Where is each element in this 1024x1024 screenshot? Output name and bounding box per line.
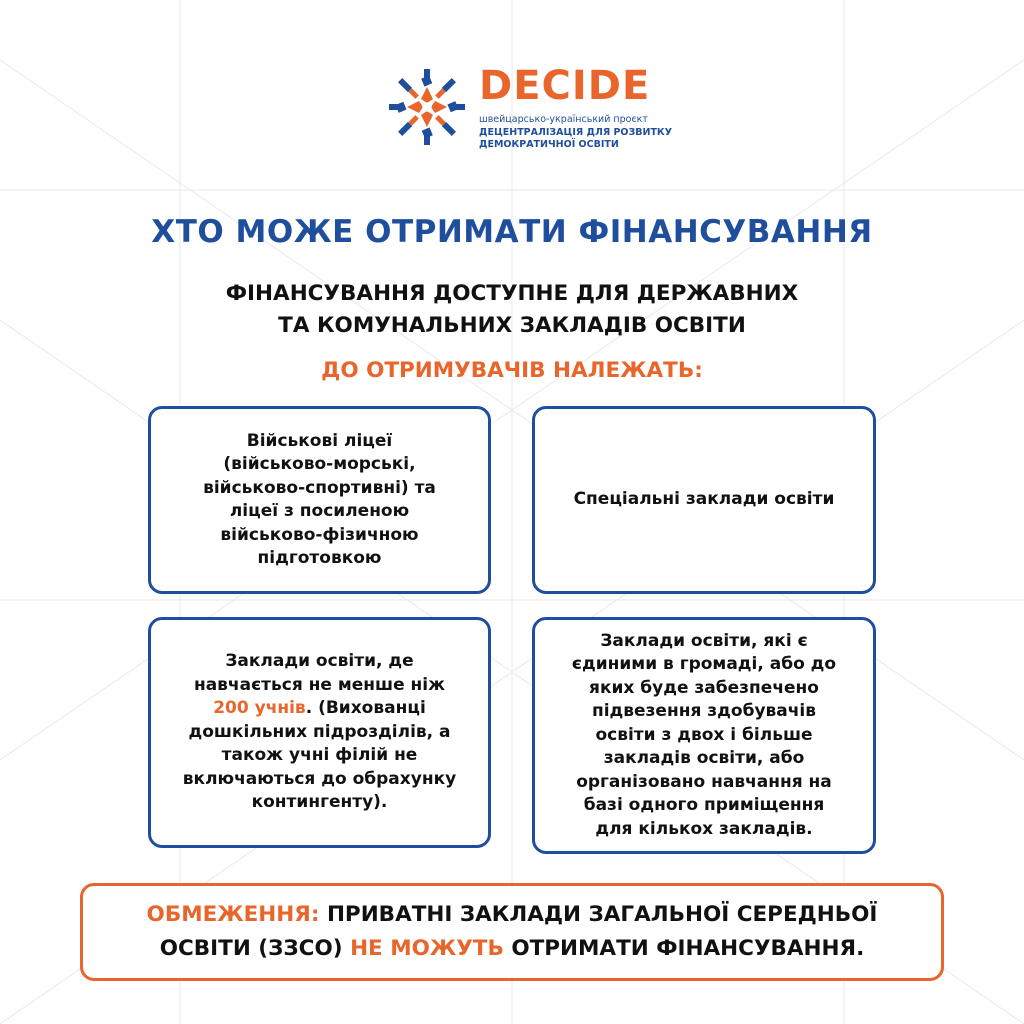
card-text-line: контингенту). bbox=[251, 792, 388, 813]
card-text-line: ліцеї з посиленою bbox=[229, 501, 410, 521]
limitation-line-1 bbox=[147, 898, 878, 932]
snowflake-ornament-icon bbox=[386, 66, 468, 148]
card-text-line bbox=[183, 697, 456, 721]
card-text-line: базі одного приміщення bbox=[583, 795, 825, 816]
card-text-line: організовано навчання на bbox=[576, 771, 832, 792]
card-text-line: навчається не менше ніж bbox=[193, 674, 446, 695]
highlight-200-students: 200 учнів bbox=[213, 698, 306, 719]
logo-wordmark: DECIDE bbox=[479, 63, 651, 109]
card-text-line: Заклади освіти, які є bbox=[600, 630, 808, 651]
card-text-line: військово-фізичною bbox=[220, 524, 419, 545]
limitation-label: ОБМЕЖЕННЯ: bbox=[146, 902, 320, 927]
subtitle-line-2: ТА КОМУНАЛЬНИХ ЗАКЛАДІВ ОСВІТИ bbox=[278, 313, 746, 338]
card-text-line: (військово-морські, bbox=[223, 454, 416, 474]
section-heading: ДО ОТРИМУВАЧІВ НАЛЕЖАТЬ: bbox=[321, 358, 703, 383]
card-military-lyceums bbox=[148, 406, 491, 594]
decide-logo bbox=[386, 63, 673, 150]
card-text-line: єдиними в громаді, або до bbox=[571, 654, 837, 675]
card-200-students bbox=[148, 617, 491, 848]
limitation-text: ОСВІТИ (ЗЗСО) bbox=[159, 936, 351, 961]
card-text-line: також учні філій не bbox=[221, 745, 418, 766]
card-text-line: для кількох закладів. bbox=[595, 818, 813, 839]
page-title: ХТО МОЖЕ ОТРИМАТИ ФІНАНСУВАННЯ bbox=[151, 214, 873, 250]
card-text-line: Спеціальні заклади освіти bbox=[573, 489, 835, 510]
card-text-line: включаються до обрахунку bbox=[182, 768, 457, 789]
card-text-line: Заклади освіти, де bbox=[225, 651, 414, 672]
logo-project-name-line-2: ДЕМОКРАТИЧНОЇ ОСВІТИ bbox=[479, 139, 619, 150]
logo-project-name-line-1: ДЕЦЕНТРАЛІЗАЦІЯ ДЛЯ РОЗВИТКУ bbox=[479, 127, 673, 138]
card-text-line: закладів освіти, або bbox=[603, 748, 805, 769]
limitation-emphasis: НЕ МОЖУТЬ bbox=[350, 936, 504, 961]
card-special-institutions bbox=[532, 406, 876, 594]
logo-tagline: швейцарсько-український проєкт bbox=[479, 114, 648, 125]
page-subtitle bbox=[0, 278, 1024, 342]
card-only-in-community bbox=[532, 617, 876, 854]
card-text-line: підвезення здобувачів bbox=[591, 701, 817, 722]
limitation-box bbox=[80, 883, 944, 981]
subtitle-line-1: ФІНАНСУВАННЯ ДОСТУПНЕ ДЛЯ ДЕРЖАВНИХ bbox=[225, 281, 799, 306]
card-text-line: дошкільних підрозділів, а bbox=[188, 721, 451, 742]
limitation-text: ПРИВАТНІ ЗАКЛАДИ ЗАГАЛЬНОЇ СЕРЕДНЬОЇ bbox=[319, 902, 878, 927]
card-text-line: підготовкою bbox=[257, 548, 382, 568]
card-text-line: Військові ліцеї bbox=[246, 430, 393, 451]
card-text-line: освіти з двох і більше bbox=[595, 724, 813, 745]
limitation-text: ОТРИМАТИ ФІНАНСУВАННЯ. bbox=[503, 936, 865, 961]
card-text-line: яких буде забезпечено bbox=[589, 677, 819, 698]
card-text-fragment: . (Вихованці bbox=[305, 698, 426, 719]
card-text-line: військово-спортивні) та bbox=[203, 477, 436, 498]
limitation-line-2 bbox=[147, 932, 878, 966]
